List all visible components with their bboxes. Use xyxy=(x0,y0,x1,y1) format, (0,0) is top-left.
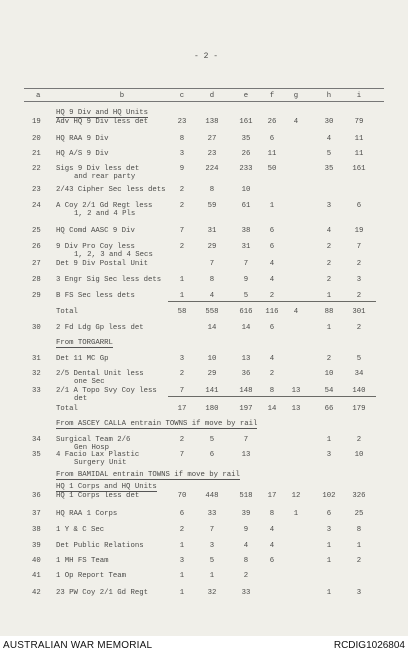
cell-value: 1 xyxy=(356,542,362,550)
row-number: 39 xyxy=(32,542,41,550)
cell-value: 34 xyxy=(354,370,364,378)
cell-value: 3 xyxy=(179,150,185,158)
cell-value: 12 xyxy=(291,492,301,500)
column-header-c: c xyxy=(179,92,185,100)
unit-description: HQ 1 Corps less det xyxy=(56,492,140,500)
cell-value: 39 xyxy=(241,510,251,518)
cell-value: 2 xyxy=(356,260,362,268)
cell-value: 26 xyxy=(267,118,277,126)
unit-description-continued: 1, 2 and 4 Pls xyxy=(74,210,136,218)
row-number: 37 xyxy=(32,510,41,518)
unit-description-continued: and rear party xyxy=(74,173,136,181)
cell-value: 7 xyxy=(179,387,185,395)
cell-value: 8 xyxy=(209,186,215,194)
cell-value: 116 xyxy=(265,308,279,316)
column-header-b: b xyxy=(119,92,125,100)
cell-value: 8 xyxy=(269,510,275,518)
cell-value: 11 xyxy=(267,150,277,158)
cell-value: 35 xyxy=(324,165,334,173)
cell-value: 4 xyxy=(269,542,275,550)
row-number: 26 xyxy=(32,243,41,251)
cell-value: 58 xyxy=(177,308,187,316)
cell-value: 9 xyxy=(243,526,249,534)
cell-value: 6 xyxy=(269,227,275,235)
row-number: 41 xyxy=(32,572,41,580)
cell-value: 14 xyxy=(267,405,277,413)
cell-value: 4 xyxy=(243,542,249,550)
cell-value: 141 xyxy=(205,387,219,395)
row-number: 36 xyxy=(32,492,41,500)
cell-value: 1 xyxy=(179,276,185,284)
cell-value: 1 xyxy=(179,589,185,597)
row-number: 30 xyxy=(32,324,41,332)
cell-value: 4 xyxy=(269,276,275,284)
cell-value: 2 xyxy=(356,292,362,300)
unit-description-continued: 1, 2, 3 and 4 Secs xyxy=(74,251,153,259)
archive-footer xyxy=(0,636,408,654)
cell-value: 7 xyxy=(243,260,249,268)
column-header-g: g xyxy=(293,92,299,100)
cell-value: 88 xyxy=(324,308,334,316)
cell-value: 7 xyxy=(179,451,185,459)
cell-value: 29 xyxy=(207,243,217,251)
column-header-a: a xyxy=(36,92,41,100)
cell-value: 3 xyxy=(179,355,185,363)
cell-value: 33 xyxy=(207,510,217,518)
cell-value: 13 xyxy=(241,451,251,459)
cell-value: 233 xyxy=(239,165,253,173)
cell-value: 8 xyxy=(356,526,362,534)
unit-description: 1 MH FS Team xyxy=(56,557,109,565)
column-header-e: e xyxy=(243,92,249,100)
cell-value: 6 xyxy=(356,202,362,210)
row-number: 42 xyxy=(32,589,41,597)
cell-value: 1 xyxy=(293,510,299,518)
cell-value: 140 xyxy=(352,387,366,395)
row-number: 28 xyxy=(32,276,41,284)
unit-description: 4 Facio Lax Plastic xyxy=(56,451,140,459)
cell-value: 2 xyxy=(179,202,185,210)
row-number: 23 xyxy=(32,186,41,194)
cell-value: 2 xyxy=(326,355,332,363)
unit-description: 2/43 Cipher Sec less dets xyxy=(56,186,166,194)
row-number: 29 xyxy=(32,292,41,300)
cell-value: 616 xyxy=(239,308,253,316)
unit-description: A Coy 2/1 Gd Regt less xyxy=(56,202,153,210)
cell-value: 4 xyxy=(326,227,332,235)
cell-value: 180 xyxy=(205,405,219,413)
cell-value: 3 xyxy=(209,542,215,550)
row-number: 40 xyxy=(32,557,41,565)
cell-value: 10 xyxy=(324,370,334,378)
unit-description: 1 Op Report Team xyxy=(56,572,127,580)
cell-value: 32 xyxy=(207,589,217,597)
cell-value: 35 xyxy=(241,135,251,143)
cell-value: 558 xyxy=(205,308,219,316)
cell-value: 33 xyxy=(241,589,251,597)
cell-value: 2 xyxy=(269,292,275,300)
cell-value: 3 xyxy=(326,451,332,459)
cell-value: 102 xyxy=(322,492,336,500)
cell-value: 5 xyxy=(356,355,362,363)
row-number: 38 xyxy=(32,526,41,534)
cell-value: 50 xyxy=(267,165,277,173)
cell-value: 5 xyxy=(209,557,215,565)
cell-value: 2 xyxy=(179,526,185,534)
cell-value: 161 xyxy=(352,165,366,173)
cell-value: 3 xyxy=(356,589,362,597)
cell-value: 1 xyxy=(179,542,185,550)
cell-value: 1 xyxy=(326,542,332,550)
cell-value: 54 xyxy=(324,387,334,395)
header-top-rule xyxy=(24,88,384,89)
cell-value: 2 xyxy=(356,557,362,565)
cell-value: 6 xyxy=(269,243,275,251)
unit-description: 2 Fd Ldg Gp less det xyxy=(56,324,144,332)
cell-value: 2 xyxy=(326,260,332,268)
cell-value: 14 xyxy=(241,324,251,332)
cell-value: 13 xyxy=(291,387,301,395)
cell-value: 1 xyxy=(209,572,215,580)
cell-value: 61 xyxy=(241,202,251,210)
cell-value: 224 xyxy=(205,165,219,173)
cell-value: 2 xyxy=(243,572,249,580)
cell-value: 2 xyxy=(179,436,185,444)
row-number: 20 xyxy=(32,135,41,143)
unit-description: Adv HQ 9 Div less det xyxy=(56,118,148,126)
row-number: 32 xyxy=(32,370,41,378)
cell-value: 4 xyxy=(269,526,275,534)
cell-value: 8 xyxy=(269,387,275,395)
cell-value: 10 xyxy=(241,186,251,194)
cell-value: 1 xyxy=(179,292,185,300)
cell-value: 13 xyxy=(241,355,251,363)
cell-value: 6 xyxy=(269,324,275,332)
column-header-d: d xyxy=(209,92,215,100)
section-heading: From BAMIDAL entrain TOWNS if move by rail xyxy=(56,471,240,479)
cell-value: 59 xyxy=(207,202,217,210)
cell-value: 6 xyxy=(326,510,332,518)
total-label: Total xyxy=(56,308,78,316)
row-number: 35 xyxy=(32,451,41,459)
cell-value: 197 xyxy=(239,405,253,413)
unit-description: B FS Sec less dets xyxy=(56,292,135,300)
cell-value: 23 xyxy=(207,150,217,158)
unit-description: HQ A/S 9 Div xyxy=(56,150,109,158)
cell-value: 8 xyxy=(243,557,249,565)
unit-description: HQ RAA 9 Div xyxy=(56,135,109,143)
unit-description: 23 PW Coy 2/1 Gd Regt xyxy=(56,589,148,597)
footer-record-id: RCDIG1026804 xyxy=(333,640,405,651)
cell-value: 4 xyxy=(293,308,299,316)
cell-value: 7 xyxy=(209,526,215,534)
cell-value: 23 xyxy=(177,118,187,126)
cell-value: 2 xyxy=(179,186,185,194)
cell-value: 6 xyxy=(269,557,275,565)
column-header-i: i xyxy=(356,92,362,100)
unit-description: 2/1 A Topo Svy Coy less xyxy=(56,387,157,395)
cell-value: 1 xyxy=(326,324,332,332)
cell-value: 9 xyxy=(179,165,185,173)
cell-value: 79 xyxy=(354,118,364,126)
cell-value: 14 xyxy=(207,324,217,332)
cell-value: 2 xyxy=(179,243,185,251)
cell-value: 10 xyxy=(354,451,364,459)
unit-description: 9 Div Pro Coy less xyxy=(56,243,135,251)
cell-value: 11 xyxy=(354,135,364,143)
cell-value: 4 xyxy=(209,292,215,300)
cell-value: 30 xyxy=(324,118,334,126)
cell-value: 179 xyxy=(352,405,366,413)
cell-value: 8 xyxy=(209,276,215,284)
subtotal-rule xyxy=(168,301,376,302)
cell-value: 326 xyxy=(352,492,366,500)
cell-value: 161 xyxy=(239,118,253,126)
cell-value: 4 xyxy=(326,135,332,143)
cell-value: 3 xyxy=(356,276,362,284)
cell-value: 31 xyxy=(207,227,217,235)
column-header-f: f xyxy=(269,92,275,100)
header-bottom-rule xyxy=(24,101,384,102)
cell-value: 2 xyxy=(179,370,185,378)
cell-value: 2 xyxy=(269,370,275,378)
section-heading: HQ 9 Div and HQ Units xyxy=(56,109,148,117)
cell-value: 448 xyxy=(205,492,219,500)
cell-value: 9 xyxy=(243,276,249,284)
row-number: 27 xyxy=(32,260,41,268)
cell-value: 26 xyxy=(241,150,251,158)
unit-description: 1 Y & C Sec xyxy=(56,526,105,534)
cell-value: 7 xyxy=(356,243,362,251)
cell-value: 5 xyxy=(326,150,332,158)
cell-value: 138 xyxy=(205,118,219,126)
cell-value: 2 xyxy=(326,276,332,284)
row-number: 25 xyxy=(32,227,41,235)
cell-value: 148 xyxy=(239,387,253,395)
unit-description: Surgical Team 2/6 xyxy=(56,436,131,444)
row-number: 22 xyxy=(32,165,41,173)
section-heading: From ASCEY CALLA entrain TOWNS if move by rail xyxy=(56,420,258,428)
unit-description: Sigs 9 Div less det xyxy=(56,165,140,173)
cell-value: 301 xyxy=(352,308,366,316)
cell-value: 4 xyxy=(293,118,299,126)
cell-value: 19 xyxy=(354,227,364,235)
cell-value: 6 xyxy=(269,135,275,143)
row-number: 24 xyxy=(32,202,41,210)
unit-description: HQ Comd AASC 9 Div xyxy=(56,227,135,235)
cell-value: 4 xyxy=(269,355,275,363)
unit-description: Det 11 MC Gp xyxy=(56,355,109,363)
cell-value: 29 xyxy=(207,370,217,378)
cell-value: 13 xyxy=(291,405,301,413)
cell-value: 38 xyxy=(241,227,251,235)
cell-value: 3 xyxy=(326,526,332,534)
row-number: 33 xyxy=(32,387,41,395)
cell-value: 518 xyxy=(239,492,253,500)
row-number: 21 xyxy=(32,150,41,158)
cell-value: 1 xyxy=(326,589,332,597)
cell-value: 2 xyxy=(356,324,362,332)
cell-value: 2 xyxy=(356,436,362,444)
cell-value: 70 xyxy=(177,492,187,500)
unit-description: 3 Engr Sig Sec less dets xyxy=(56,276,162,284)
cell-value: 17 xyxy=(177,405,187,413)
cell-value: 1 xyxy=(326,292,332,300)
cell-value: 1 xyxy=(179,572,185,580)
cell-value: 27 xyxy=(207,135,217,143)
cell-value: 7 xyxy=(243,436,249,444)
unit-description: 2/5 Dental Unit less xyxy=(56,370,144,378)
cell-value: 1 xyxy=(269,202,275,210)
unit-description-continued: det xyxy=(74,395,88,403)
row-number: 34 xyxy=(32,436,41,444)
cell-value: 3 xyxy=(326,202,332,210)
cell-value: 2 xyxy=(326,243,332,251)
subtotal-rule xyxy=(168,396,376,397)
cell-value: 5 xyxy=(209,436,215,444)
unit-description-continued: Surgery Unit xyxy=(74,459,127,467)
unit-description: Det Public Relations xyxy=(56,542,144,550)
cell-value: 31 xyxy=(241,243,251,251)
cell-value: 66 xyxy=(324,405,334,413)
cell-value: 5 xyxy=(243,292,249,300)
cell-value: 1 xyxy=(326,436,332,444)
page-number: - 2 - xyxy=(194,52,219,61)
total-label: Total xyxy=(56,405,78,413)
section-heading: From TORGARRL xyxy=(56,339,113,347)
footer-archive-name: AUSTRALIAN WAR MEMORIAL xyxy=(3,640,153,651)
unit-description-continued: Gen Hosp xyxy=(74,444,110,452)
unit-description: Det 9 Div Postal Unit xyxy=(56,260,148,268)
section-heading: HQ 1 Corps and HQ Units xyxy=(56,483,157,491)
cell-value: 25 xyxy=(354,510,364,518)
cell-value: 36 xyxy=(241,370,251,378)
cell-value: 10 xyxy=(207,355,217,363)
cell-value: 1 xyxy=(326,557,332,565)
row-number: 19 xyxy=(32,118,41,126)
cell-value: 4 xyxy=(269,260,275,268)
cell-value: 6 xyxy=(179,510,185,518)
cell-value: 7 xyxy=(209,260,215,268)
cell-value: 6 xyxy=(209,451,215,459)
column-header-h: h xyxy=(326,92,332,100)
cell-value: 8 xyxy=(179,135,185,143)
cell-value: 17 xyxy=(267,492,277,500)
cell-value: 11 xyxy=(354,150,364,158)
row-number: 31 xyxy=(32,355,41,363)
cell-value: 3 xyxy=(179,557,185,565)
unit-description-continued: one Sec xyxy=(74,378,105,386)
unit-description: HQ RAA 1 Corps xyxy=(56,510,118,518)
cell-value: 7 xyxy=(179,227,185,235)
